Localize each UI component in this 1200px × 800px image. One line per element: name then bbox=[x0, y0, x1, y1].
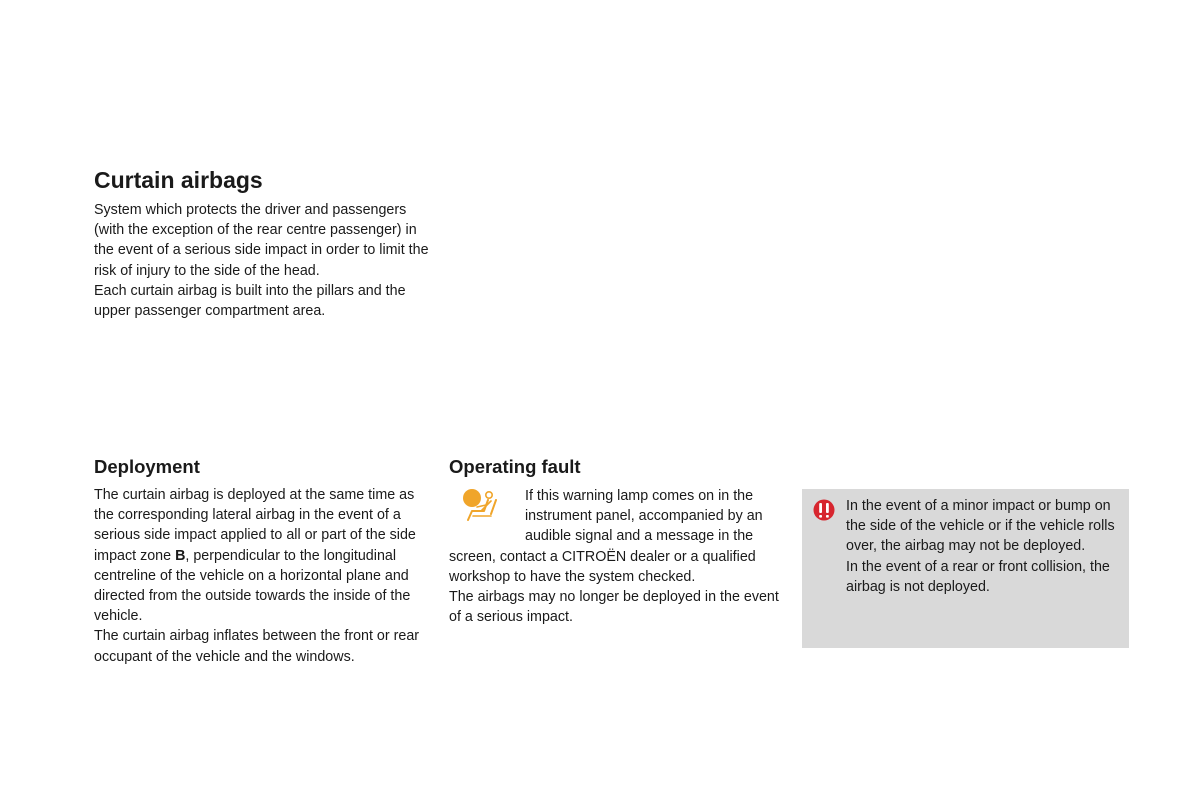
curtain-airbags-paragraph-1: System which protects the driver and passengers (with the exception of the rear centre passenger) in the event of a serious side impact in order to limit the risk of injury to the side of the head. bbox=[94, 202, 429, 279]
deployment-paragraph-2: The curtain airbag inflates between the front or rear occupant of the vehicle and the windows. bbox=[94, 628, 420, 665]
impact-zone-label: B bbox=[175, 547, 186, 564]
deployment-text bbox=[94, 485, 429, 667]
exclamation-alert-icon bbox=[813, 499, 835, 521]
curtain-airbags-paragraph-2: Each curtain airbag is built into the pillars and the upper passenger compartment area. bbox=[94, 282, 406, 320]
notice-paragraph-2: In the event of a rear or front collision, the airbag is not deployed. bbox=[846, 558, 1110, 595]
operating-fault-body bbox=[449, 486, 784, 627]
operating-fault-section bbox=[449, 455, 784, 627]
deployment-heading: Deployment bbox=[94, 456, 200, 477]
notice-paragraph-1: In the event of a minor impact or bump on the side of the vehicle or if the vehicle rolls over, the airbag may not be deployed. bbox=[846, 498, 1115, 555]
deployment-section bbox=[94, 455, 429, 667]
operating-fault-paragraph-1: If this warning lamp comes on in the instrument panel, accompanied by an audible signal and a message in the screen, contact a CITROËN dealer or a qualified workshop to have the system checked. bbox=[449, 488, 763, 585]
airbag-warning-lamp-icon bbox=[457, 486, 503, 526]
curtain-airbags-section bbox=[94, 166, 429, 321]
notice-box bbox=[802, 489, 1129, 648]
deployment-text-part-2: , perpendicular to the longitudinal centreline of the vehicle on a horizontal plane and directed from the outside towards the inside of the vehicle. bbox=[94, 547, 411, 625]
deployment-text-part-1: The curtain airbag is deployed at the same time as the corresponding lateral airbag in the event of a serious side impact applied to all or part of the side impact zone bbox=[94, 487, 416, 564]
notice-text bbox=[846, 496, 1124, 597]
section-title: Curtain airbags bbox=[94, 167, 263, 193]
operating-fault-paragraph-2: The airbags may no longer be deployed in the event of a serious impact. bbox=[449, 589, 779, 626]
operating-fault-heading: Operating fault bbox=[449, 456, 581, 477]
curtain-airbags-description bbox=[94, 200, 429, 321]
